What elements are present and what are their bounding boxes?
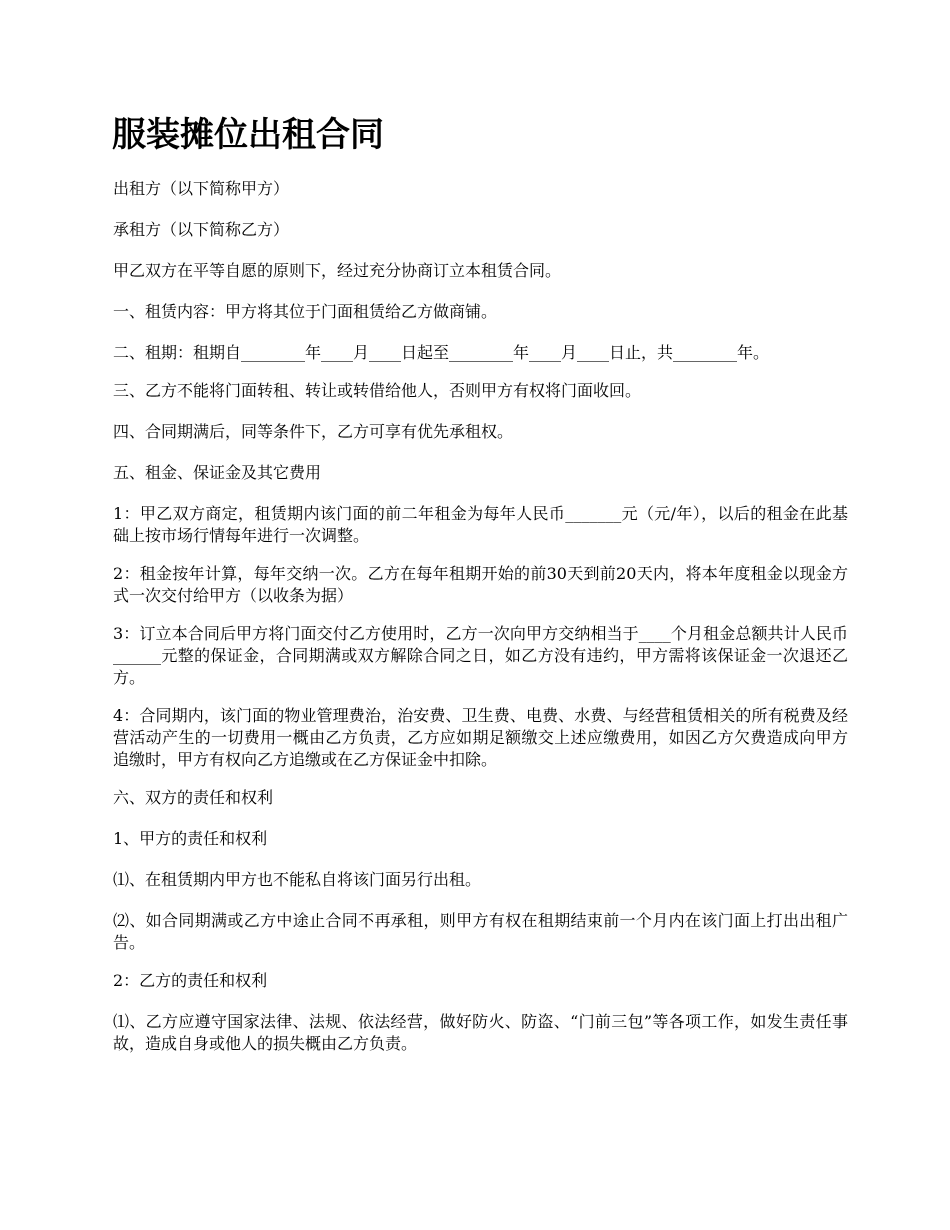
lessee-duty-1: ⑴、乙方应遵守国家法律、法规、依法经营，做好防火、防盗、“门前三包”等各项工作，如发生责任事故，造成自身或他人的损失概由乙方负责。 [113,1012,848,1053]
preamble: 甲乙双方在平等自愿的原则下，经过充分协商订立本租赁合同。 [113,261,562,280]
clause-4-renewal-priority: 四、合同期满后，同等条件下，乙方可享有优先承租权。 [113,422,514,441]
lessor-duty-1: ⑴、在租赁期内甲方也不能私自将该门面另行出租。 [113,870,482,889]
lessor-line: 出租方（以下简称甲方） [113,179,290,198]
lessor-duty-2: ⑵、如合同期满或乙方中途止合同不再承租，则甲方有权在租期结束前一个月内在该门面上打出出租广告。 [113,911,848,952]
clause-1-lease-content: 一、租赁内容：甲方将其位于门面租赁给乙方做商铺。 [113,302,498,321]
lessor-duties-heading: 1、甲方的责任和权利 [113,829,268,848]
lessee-duties-heading: 2：乙方的责任和权利 [113,971,268,990]
section-5-item-2: 2：租金按年计算，每年交纳一次。乙方在每年租期开始的前30天到前20天内，将本年度租金以现金方式一次交付给甲方（以收条为据） [113,564,848,605]
section-5-item-3: 3：订立本合同后甲方将门面交付乙方使用时，乙方一次向甲方交纳相当于____个月租金总额共计人民币______元整的保证金，合同期满或双方解除合同之日，如乙方没有违约，甲方需将该保证金一次退还乙方。 [113,624,848,687]
clause-3-no-sublease: 三、乙方不能将门面转租、转让或转借给他人，否则甲方有权将门面收回。 [113,381,642,400]
clause-2-lease-term: 二、租期：租期自________年____月____日起至________年____月____日止，共________年。 [113,343,770,362]
section-5-heading: 五、租金、保证金及其它费用 [113,463,322,482]
document-body [113,178,848,1071]
section-6-heading: 六、双方的责任和权利 [113,788,274,807]
section-5-item-1: 1：甲乙双方商定，租赁期内该门面的前二年租金为每年人民币_______元（元/年），以后的租金在此基础上按市场行情每年进行一次调整。 [113,504,848,545]
lessee-line: 承租方（以下简称乙方） [113,220,290,239]
section-5-item-4: 4：合同期内，该门面的物业管理费治，治安费、卫生费、电费、水费、与经营租赁相关的所有税费及经营活动产生的一切费用一概由乙方负责，乙方应如期足额缴交上述应缴费用，如因乙方欠费造成向甲方追缴时，甲方有权向乙方追缴或在乙方保证金中扣除。 [113,706,848,769]
document-title: 服装摊位出租合同 [112,115,384,155]
